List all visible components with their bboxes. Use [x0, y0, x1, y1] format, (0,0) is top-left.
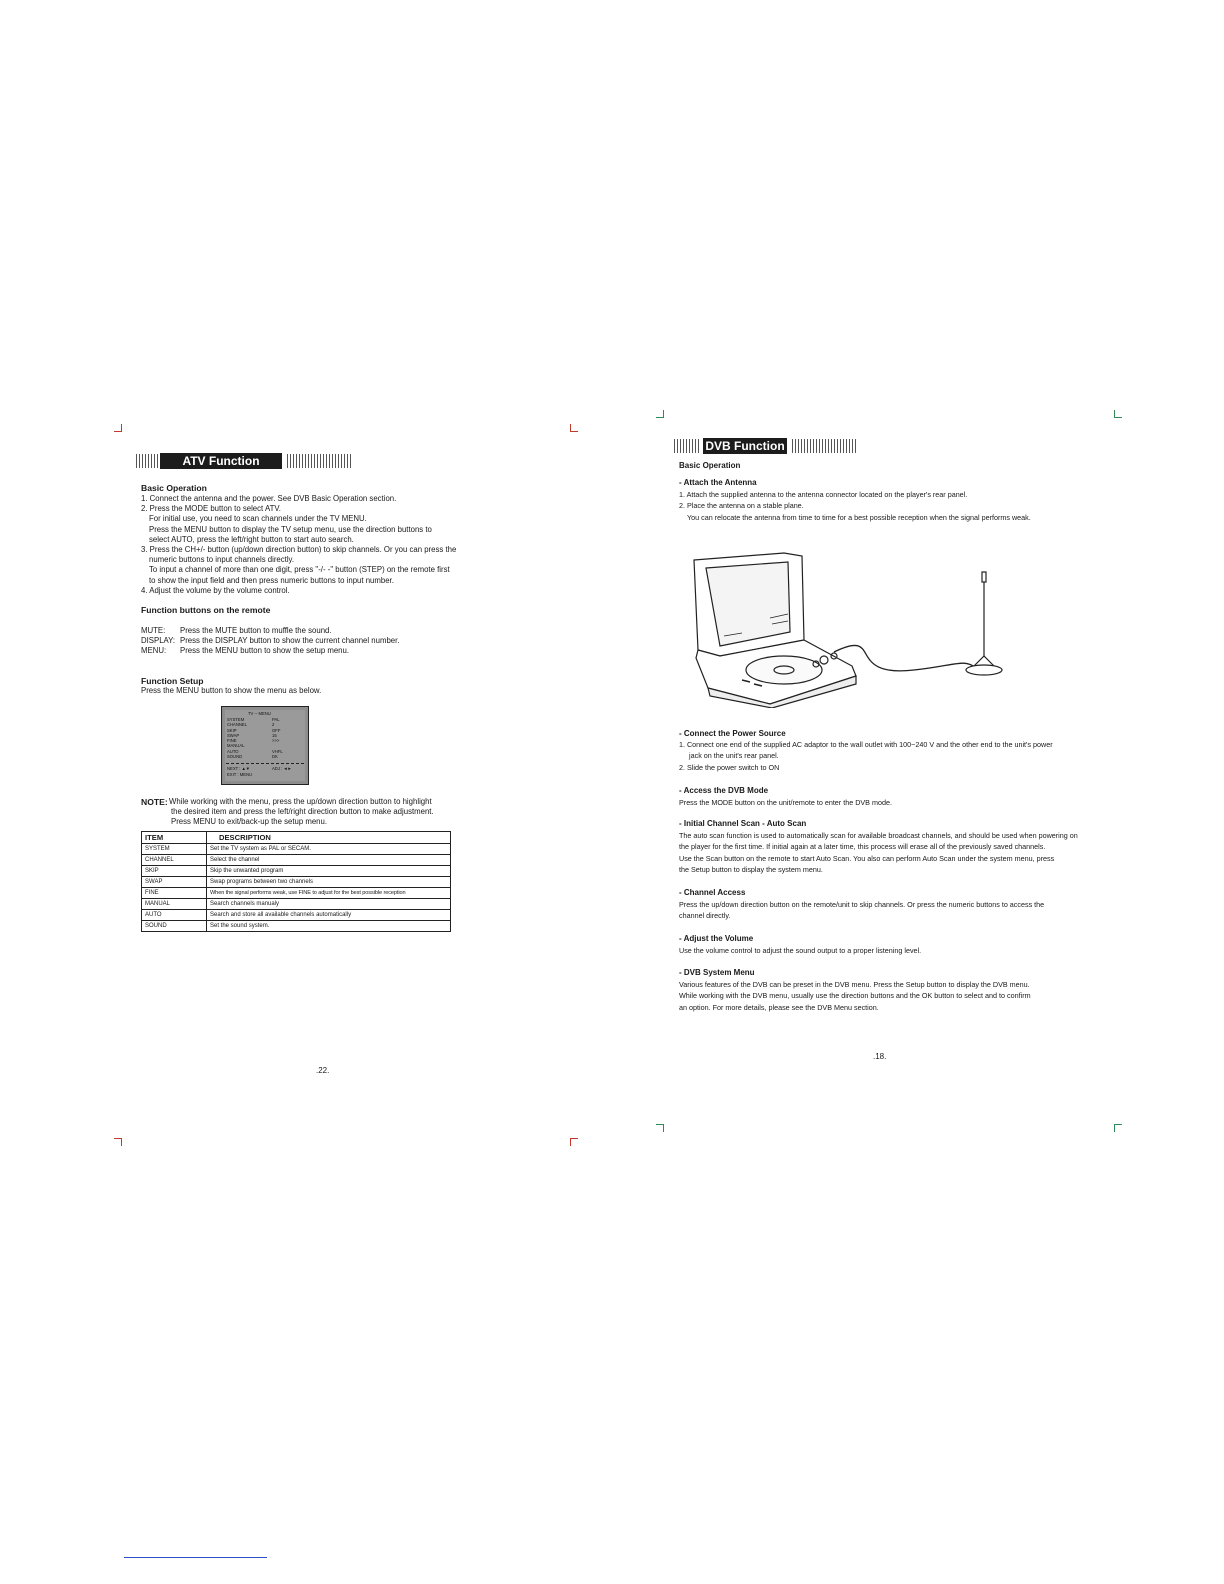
list-item: 4. Adjust the volume by the volume control. — [141, 585, 290, 595]
tv-menu-screen — [221, 706, 309, 785]
basic-operation-heading: Basic Operation — [141, 483, 207, 493]
function-buttons-list — [141, 626, 399, 657]
system-menu-text: Various features of the DVB can be preset in the DVB menu. Press the Setup button to display the DVB menu. While working with the DVB menu, usually use the direction buttons and the OK button to select and to confirm an option. For more details, please see the DVB Menu section. — [679, 980, 1031, 1012]
list-item: MUTE: Press the MUTE button to muffle the sound. — [141, 626, 332, 635]
banner-pattern — [792, 439, 856, 453]
table-row: CHANNEL Select the channel — [142, 855, 451, 866]
link-underline[interactable] — [124, 1557, 267, 1558]
power-text: 1. Connect one end of the supplied AC adaptor to the wall outlet with 100~240 V and the other end to the unit's power jack on the unit's rear panel. 2. Slide the power switch to ON — [679, 740, 1053, 772]
scan-heading: - Initial Channel Scan - Auto Scan — [679, 819, 807, 828]
list-item: Press the MENU button to display the TV setup menu, use the direction buttons to — [149, 524, 432, 534]
access-heading: - Access the DVB Mode — [679, 786, 769, 795]
crop-mark — [1114, 410, 1122, 418]
note-label: NOTE: — [141, 797, 168, 807]
note-line: Press MENU to exit/back-up the setup menu. — [171, 817, 328, 827]
dvb-banner: DVB Function — [703, 438, 787, 454]
tv-menu-title: TV -- MENU — [248, 711, 271, 716]
table-header: ITEM — [142, 832, 207, 844]
banner-pattern — [136, 454, 158, 468]
tv-menu-keys: SYSTEM CHANNEL SKIP SWAP FINE MANUAL AUTO SOUND — [227, 717, 248, 760]
note-line: the desired item and press the left/right direction button to make adjustment. — [171, 807, 434, 817]
crop-mark — [114, 424, 122, 432]
list-item: DISPLAY: Press the DISPLAY button to show the current channel number. — [141, 636, 400, 646]
channel-heading: - Channel Access — [679, 888, 746, 897]
banner-pattern — [674, 439, 700, 453]
crop-mark — [570, 424, 578, 432]
tv-menu-exit: EXIT : MENU — [227, 772, 253, 777]
channel-text: Press the up/down direction button on the remote/unit to skip channels. Or press the numeric buttons to access the channel directly. — [679, 900, 1045, 921]
function-buttons-heading: Function buttons on the remote — [141, 605, 271, 615]
table-row: SOUND Set the sound system. — [142, 921, 451, 932]
table-row: MANUAL Search channels manualy — [142, 899, 451, 910]
dvd-player-antenna-illustration — [684, 548, 1014, 708]
list-item: numeric buttons to input channels directly. — [149, 555, 295, 565]
tv-menu-divider — [226, 763, 304, 764]
volume-text: Use the volume control to adjust the sound output to a proper listening level. — [679, 946, 922, 955]
crop-mark — [570, 1138, 578, 1146]
list-item: to show the input field and then press numeric buttons to input number. — [149, 575, 394, 585]
table-row: SYSTEM Set the TV system as PAL or SECAM. — [142, 844, 451, 855]
table-row: AUTO Search and store all available channels automatically — [142, 910, 451, 921]
page-number: .22. — [316, 1066, 330, 1075]
list-item: 1. Connect the antenna and the power. See DVB Basic Operation section. — [141, 494, 397, 503]
attach-text: 1. Attach the supplied antenna to the antenna connector located on the player's rear panel. 2. Place the antenna on a stable plane. You can relocate the antenna from time to time for a best possible reception when the signal performs weak. — [679, 490, 1031, 522]
list-item: To input a channel of more than one digit, press "-/- -" button (STEP) on the remote first — [149, 565, 450, 575]
list-item: MENU: Press the MENU button to show the setup menu. — [141, 646, 350, 656]
items-table — [141, 831, 451, 932]
table-header-row — [142, 832, 451, 844]
table-row: SKIP Skip the unwanted program — [142, 866, 451, 877]
crop-mark — [656, 1124, 664, 1132]
tv-menu-adj: ADJ : ◄► — [272, 766, 292, 771]
atv-banner: ATV Function — [160, 453, 282, 469]
list-item: 3. Press the CH+/- button (up/down direction button) to skip channels. Or you can press the — [141, 545, 457, 555]
power-heading: - Connect the Power Source — [679, 729, 786, 738]
basic-operation-list — [141, 494, 456, 596]
volume-heading: - Adjust the Volume — [679, 934, 754, 943]
system-menu-heading: - DVB System Menu — [679, 968, 755, 977]
function-setup-heading: Function Setup — [141, 676, 204, 686]
list-item: select AUTO, press the left/right button to start auto search. — [149, 534, 354, 544]
attach-heading: - Attach the Antenna — [679, 478, 757, 487]
page-number: .18. — [873, 1052, 887, 1061]
tv-menu-next: NEXT : ▲▼ — [227, 766, 250, 771]
function-setup-text: Press the MENU button to show the menu as below. — [141, 686, 322, 695]
crop-mark — [114, 1138, 122, 1146]
table-row: SWAP Swap programs between two channels — [142, 877, 451, 888]
table-row: FINE When the signal performs weak, use FINE to adjust for the best possible reception — [142, 888, 451, 899]
crop-mark — [656, 410, 664, 418]
list-item: 2. Press the MODE button to select ATV. — [141, 504, 281, 514]
basic-operation-heading: Basic Operation — [679, 461, 741, 470]
banner-pattern — [287, 454, 351, 468]
note-line: While working with the menu, press the up/down direction button to highlight — [169, 797, 432, 806]
list-item: For initial use, you need to scan channels under the TV MENU. — [149, 514, 367, 524]
access-text: Press the MODE button on the unit/remote to enter the DVB mode. — [679, 798, 892, 807]
table-header: DESCRIPTION — [207, 832, 451, 844]
scan-text: The auto scan function is used to automatically scan for available broadcast channels, and should be used when powering on the player for the first time. If initial again at a later time, this process will erase all of the previously saved channels. Use the Scan button on the remote to start Auto Scan. You also can perform Auto Scan under the system menu, press the Setup button to display the system menu. — [679, 831, 1078, 875]
crop-mark — [1114, 1124, 1122, 1132]
tv-menu-values: PAL 2 OFF 15 >>> VHFL DK — [272, 717, 283, 760]
